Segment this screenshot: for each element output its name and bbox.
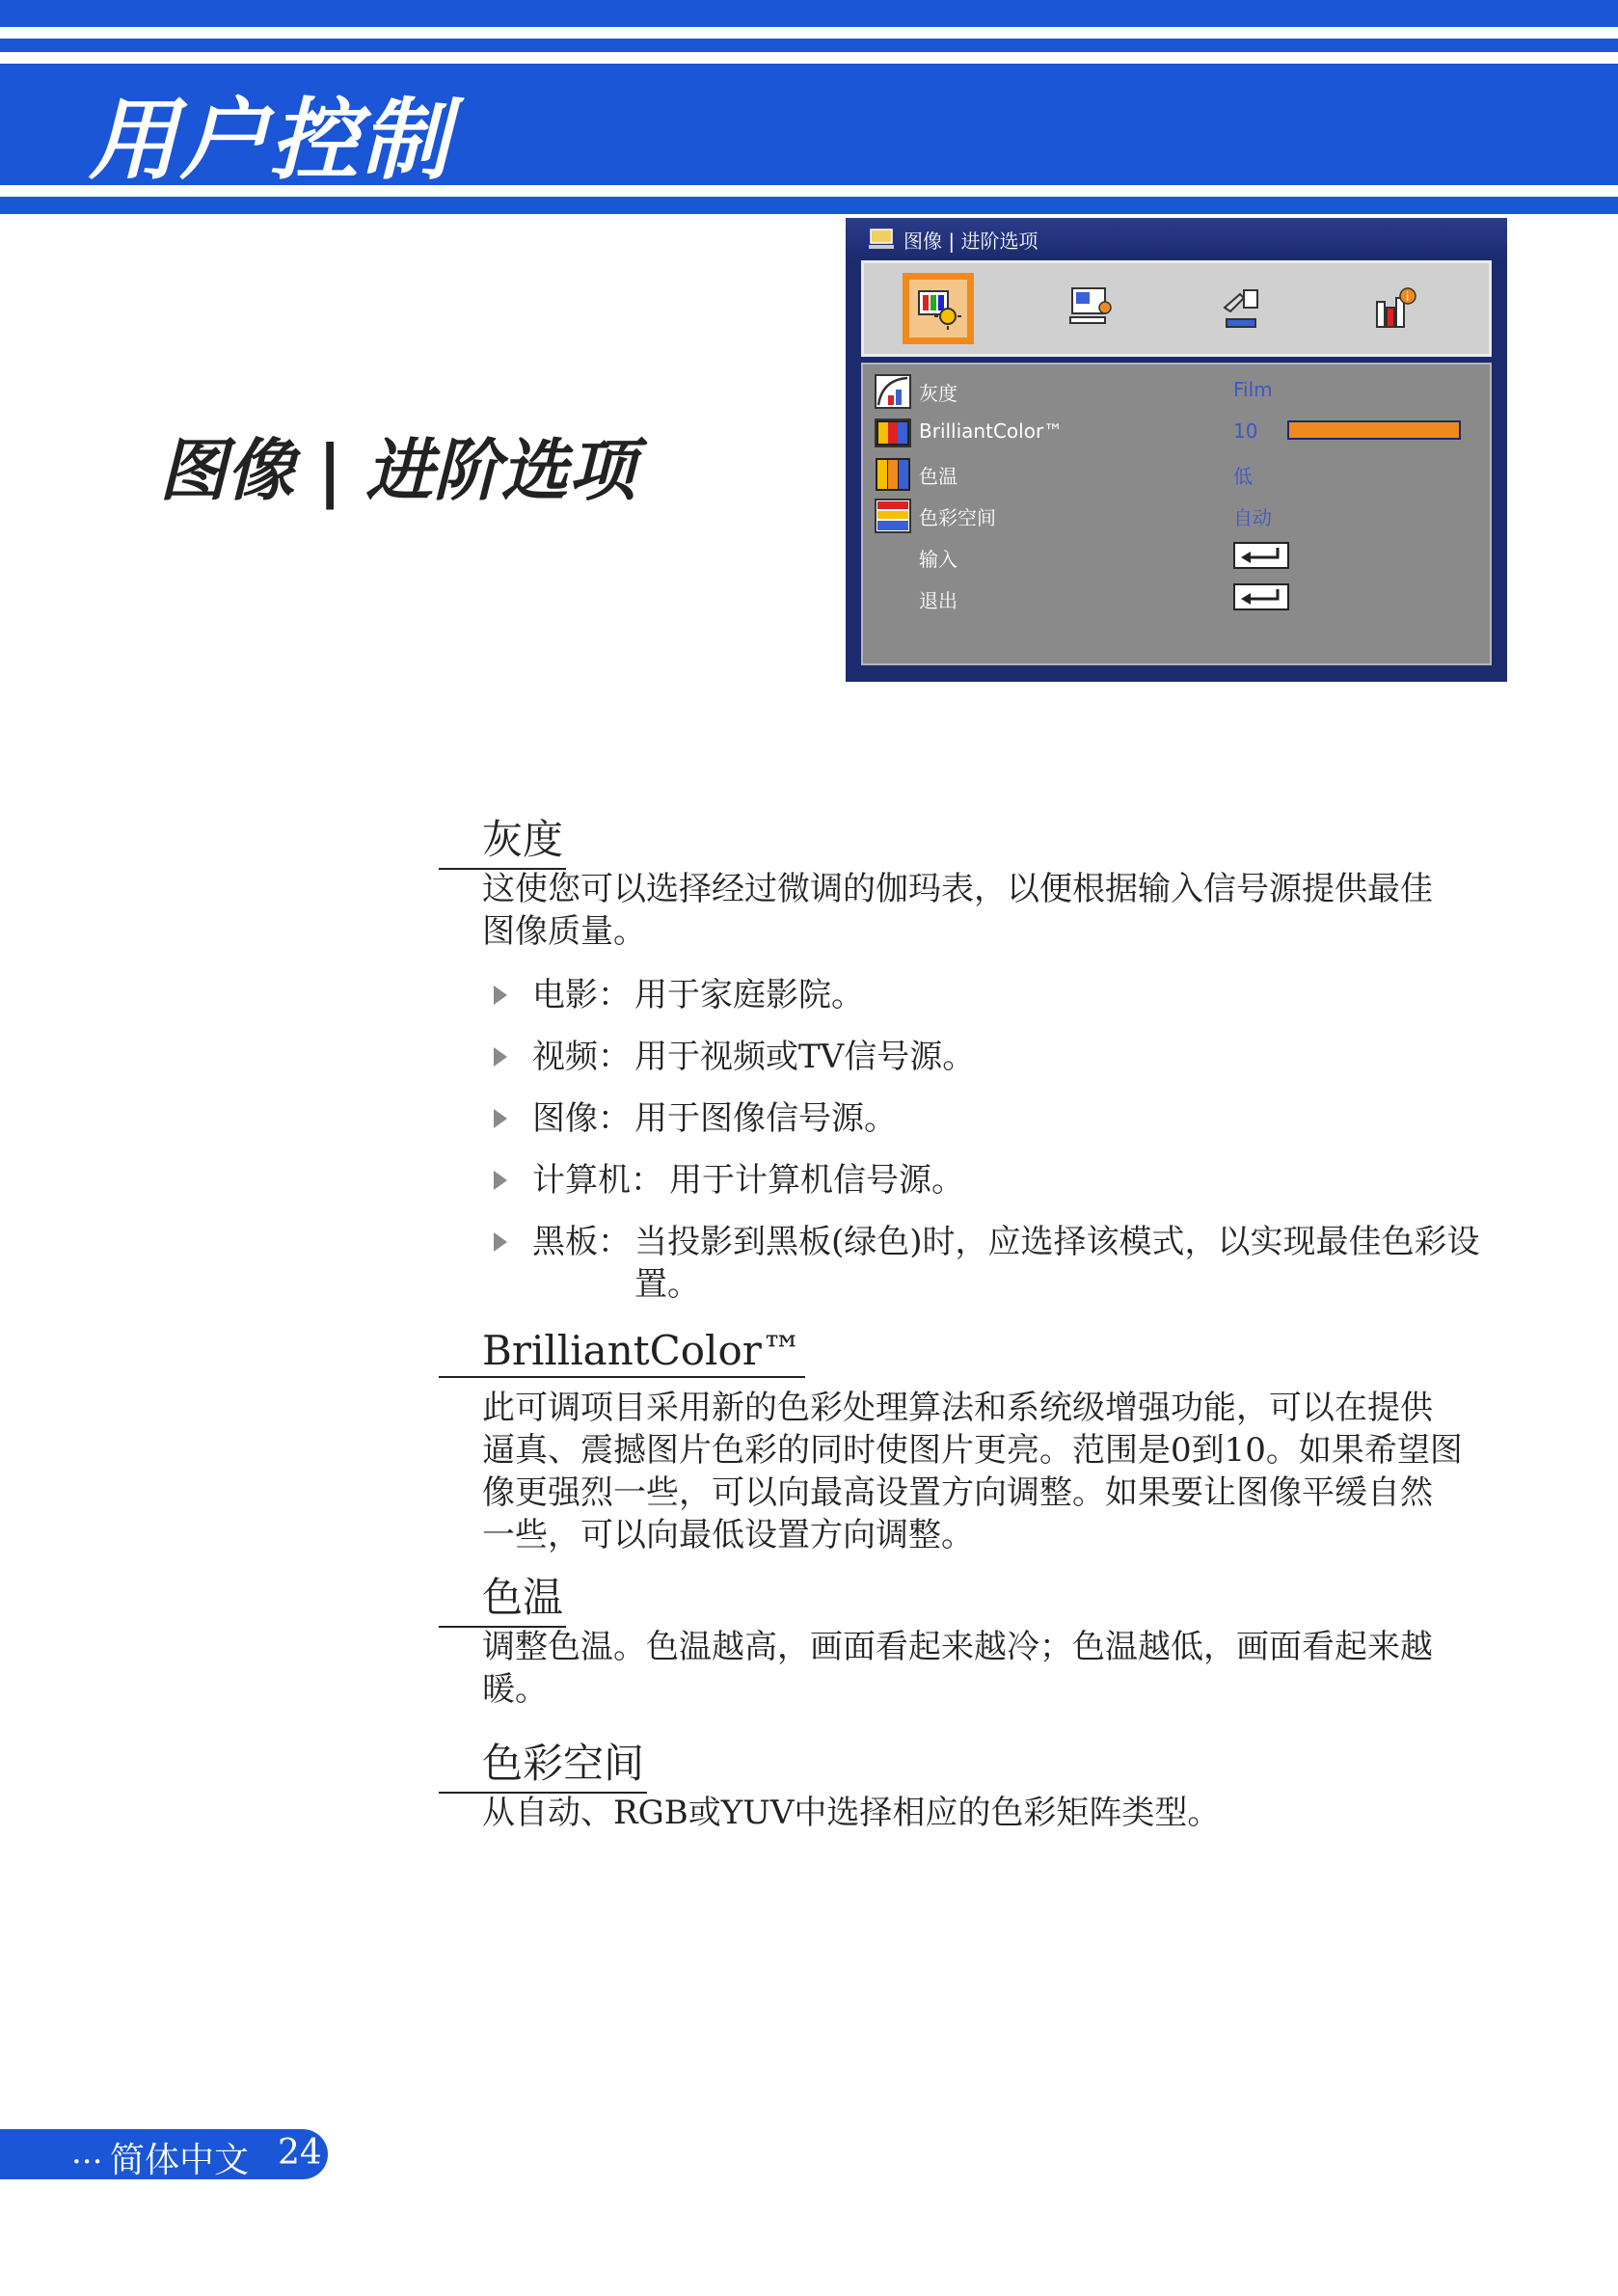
display-icon[interactable] [1057, 273, 1128, 344]
header-underline-stripe [0, 197, 1618, 214]
footer-language: 简体中文 [110, 2141, 250, 2180]
gamma-description [482, 868, 1519, 953]
osd-titlebar [846, 218, 1507, 260]
heading-color-temp: 色温 [439, 1566, 566, 1628]
osd-value: Film [1233, 378, 1273, 401]
heading-color-space: 色彩空间 [439, 1732, 647, 1794]
brilliantcolor-description: 此可调项目采用新的色彩处理算法和系统级增强功能，可以在提供 逼真、震撼图片色彩的同时使图片更亮。范围是0到10。如果希望图 像更强烈一些，可以向最高设置方向调整。如果要让图像平缓自然 一些，可以向最低设置方向调整。 [482, 1389, 1463, 1554]
enter-button[interactable] [1233, 542, 1289, 569]
osd-value: 自动 [1233, 506, 1272, 529]
color-temp-icon [875, 457, 911, 492]
enter-icon [1235, 585, 1287, 608]
color-temp-description: 调整色温。色温越高，画面看起来越冷；色温越低，画面看起来越 暖。 [482, 1628, 1433, 1709]
osd-row-color-temp[interactable] [863, 455, 1490, 494]
osd-label: 灰度 [919, 382, 957, 405]
heading-brilliantcolor: BrilliantColor™ [439, 1327, 805, 1378]
chapter-title: 用户控制 [89, 89, 452, 192]
osd-row-brilliantcolor[interactable] [863, 414, 1490, 452]
bullet-triangle-icon [494, 1171, 507, 1190]
setup-icon[interactable] [1207, 273, 1279, 344]
osd-label: 退出 [919, 589, 957, 612]
osd-label: 色温 [919, 465, 957, 488]
gamma-desc-line2: 图像质量。 [482, 912, 646, 951]
footer-page-tab [0, 2129, 328, 2179]
osd-row-color-space[interactable] [863, 497, 1490, 535]
osd-title: 图像 | 进阶选项 [903, 230, 1038, 253]
footer-dots: ... [71, 2133, 103, 2172]
image-menu-icon [867, 228, 896, 251]
brilliantcolor-level-bar[interactable] [1287, 420, 1461, 440]
osd-row-gamma[interactable] [863, 372, 1490, 411]
brilliantcolor-icon [875, 416, 911, 450]
heading-gamma: 灰度 [439, 808, 566, 870]
bullet-triangle-icon [494, 986, 507, 1005]
gamma-desc-line1: 这使您可以选择经过微调的伽玛表，以便根据输入信号源提供最佳 [482, 870, 1433, 908]
osd-label: 色彩空间 [919, 506, 996, 529]
header-top-stripe [0, 0, 1618, 27]
osd-tab-bar [861, 260, 1492, 357]
section-title: 图像 | 进阶选项 [159, 431, 636, 510]
osd-value: 10 [1233, 419, 1258, 443]
osd-label: BrilliantColor™ [919, 419, 1064, 443]
page-number: 24 [278, 2133, 322, 2173]
osd-options-panel [861, 363, 1492, 665]
osd-row-exit[interactable] [863, 580, 1490, 618]
exit-button[interactable] [1233, 583, 1289, 610]
image-icon[interactable] [903, 273, 974, 344]
bullet-triangle-icon [494, 1232, 507, 1252]
gamma-icon [875, 374, 911, 409]
header-second-stripe [0, 39, 1618, 52]
svg-text:i: i [1406, 290, 1410, 304]
bullet-triangle-icon [494, 1109, 507, 1128]
color-space-icon [875, 499, 911, 533]
options-icon[interactable] [1360, 273, 1431, 344]
osd-label: 输入 [919, 548, 957, 571]
osd-row-input[interactable] [863, 538, 1490, 577]
bullet-triangle-icon [494, 1047, 507, 1067]
color-space-description: 从自动、RGB或YUV中选择相应的色彩矩阵类型。 [482, 1794, 1221, 1832]
enter-icon [1235, 544, 1287, 567]
osd-value: 低 [1233, 465, 1253, 488]
osd-menu [846, 218, 1507, 682]
